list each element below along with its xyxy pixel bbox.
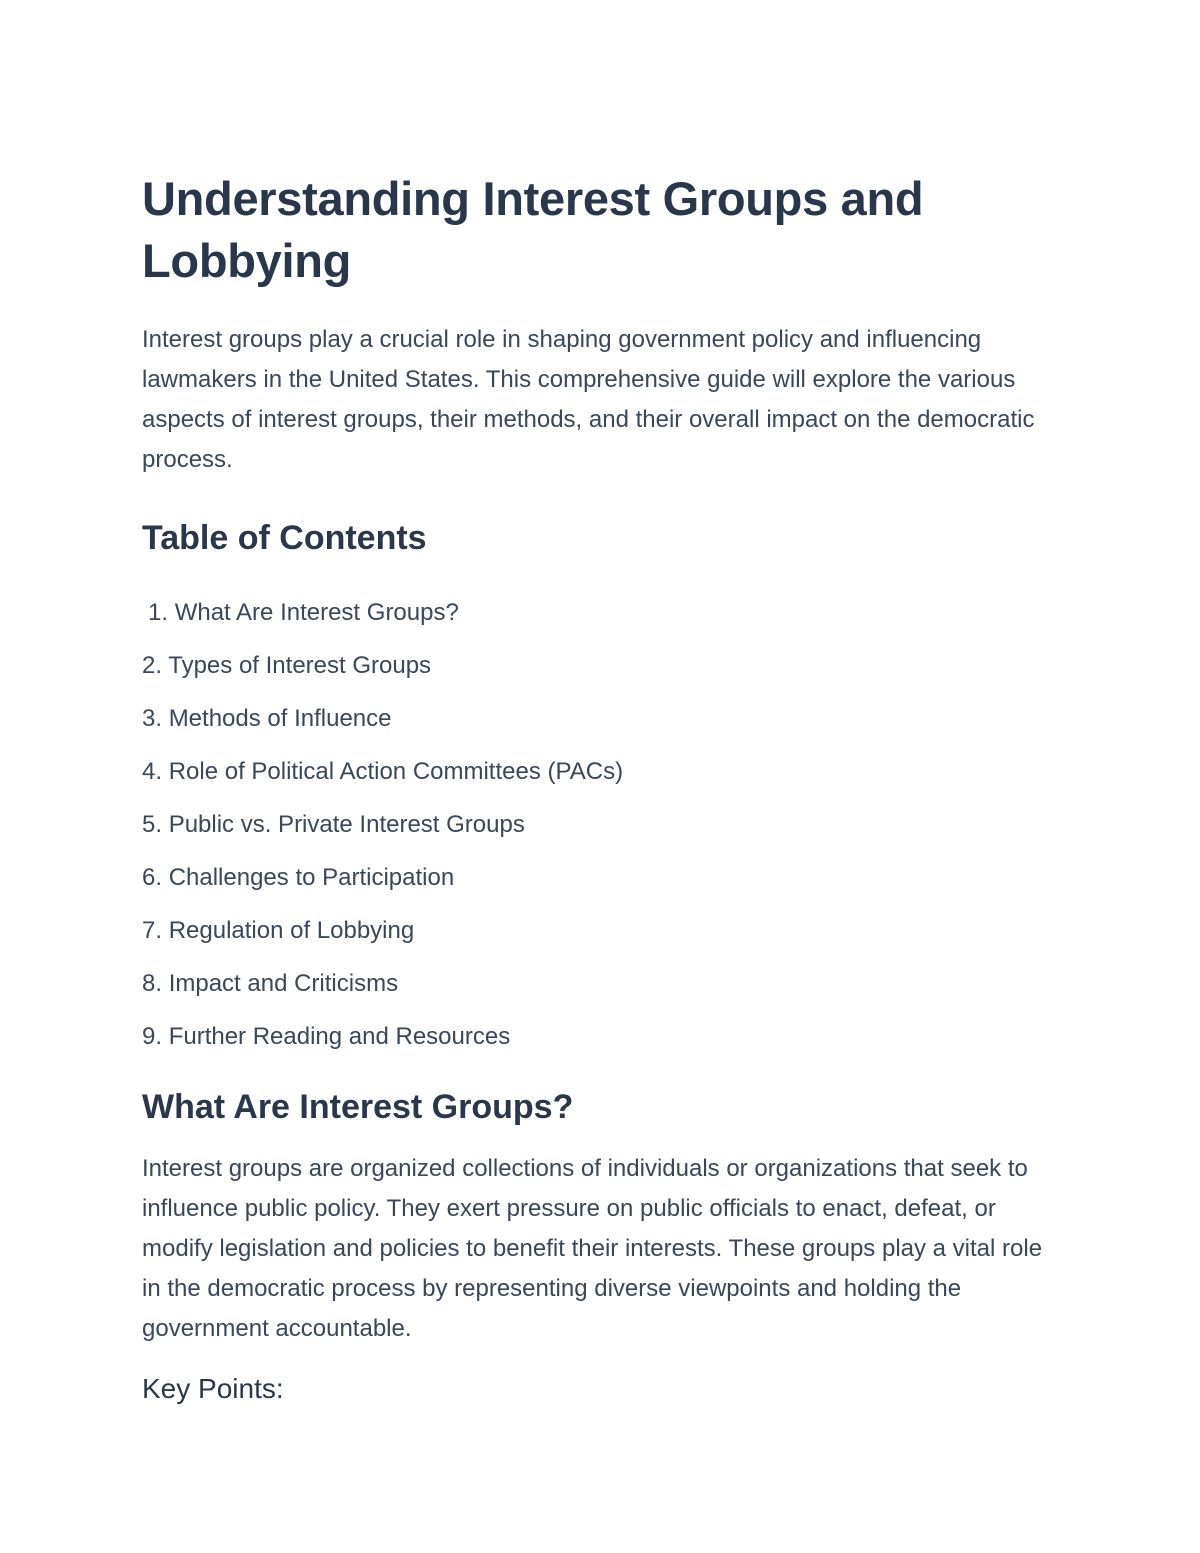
toc-item-number: 5. <box>142 811 163 838</box>
toc-item-what-are-interest-groups[interactable] <box>142 586 1062 639</box>
toc-item-number: 9. <box>142 1023 163 1050</box>
toc-item-label: Regulation of Lobbying <box>168 917 415 944</box>
toc-item-further-reading[interactable] <box>142 1010 1062 1063</box>
toc-item-regulation[interactable] <box>142 904 1062 957</box>
document-page <box>142 168 1062 1409</box>
toc-item-label: Challenges to Participation <box>168 864 455 891</box>
document-title: Understanding Interest Groups and Lobbying <box>142 172 924 287</box>
toc-item-number: 3. <box>142 705 163 732</box>
toc-item-number: 8. <box>142 970 163 997</box>
toc-item-methods[interactable] <box>142 692 1062 745</box>
toc-item-label: Methods of Influence <box>168 705 392 732</box>
toc-item-number: 2. <box>142 652 163 679</box>
toc-item-number: 4. <box>142 758 163 785</box>
toc-item-public-vs-private[interactable] <box>142 798 1062 851</box>
toc-item-label: Further Reading and Resources <box>168 1023 511 1050</box>
toc-item-label: Types of Interest Groups <box>168 652 432 679</box>
section-paragraph: Interest groups are organized collections of individuals or organizations that seek to influence public policy. They exert pressure on public officials to enact, defeat, or modify legislation and policies to benefit their interests. These groups play a vital role in the democratic process by representing diverse viewpoints and holding the government accountable. <box>142 1155 1043 1342</box>
toc-item-impact[interactable] <box>142 957 1062 1010</box>
toc-item-challenges[interactable] <box>142 851 1062 904</box>
section-heading-what-are-interest-groups: What Are Interest Groups? <box>142 1088 574 1126</box>
toc-item-label: Impact and Criticisms <box>168 970 399 997</box>
toc-item-number: 7. <box>142 917 163 944</box>
toc-heading: Table of Contents <box>142 519 427 557</box>
toc-item-label: Role of Political Action Committees (PACs) <box>168 758 624 785</box>
toc-item-pacs[interactable] <box>142 745 1062 798</box>
toc-item-label: Public vs. Private Interest Groups <box>168 811 525 838</box>
toc-list <box>142 586 1062 1063</box>
toc-item-types[interactable] <box>142 639 1062 692</box>
toc-item-number: 1. <box>148 599 169 626</box>
toc-item-label: What Are Interest Groups? <box>174 599 459 626</box>
toc-item-number: 6. <box>142 864 163 891</box>
intro-paragraph: Interest groups play a crucial role in shaping government policy and influencing lawmakers in the United States. This comprehensive guide will explore the various aspects of interest groups, their methods, and their overall impact on the democratic process. <box>142 326 1035 473</box>
key-points-heading: Key Points: <box>142 1373 284 1404</box>
